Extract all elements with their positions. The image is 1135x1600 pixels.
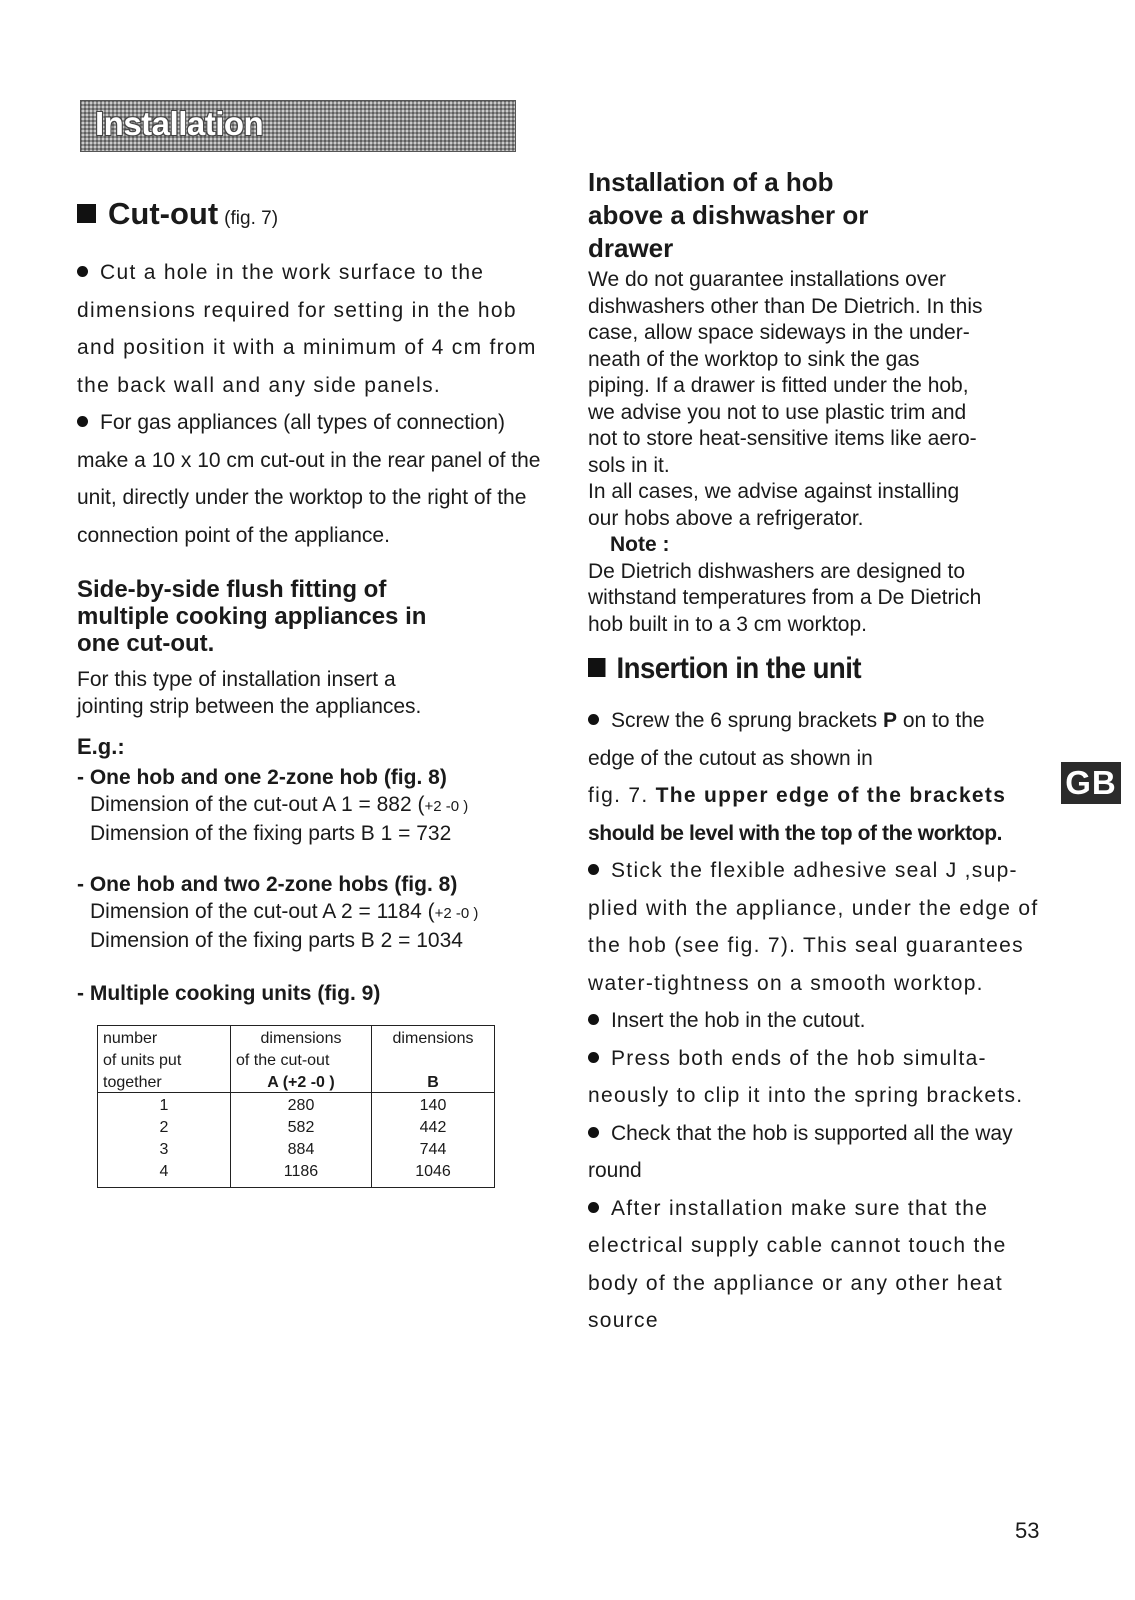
table-row: 3 884 744	[98, 1137, 495, 1159]
section-banner	[80, 100, 516, 152]
bullet-icon	[588, 714, 599, 725]
insertion-bullet-6: After installation make sure that the electrical supply cable cannot touch the body of the appliance or any other heat source	[588, 1196, 1007, 1332]
bullet-icon	[588, 1014, 599, 1025]
left-column	[77, 196, 547, 1188]
insertion-bullet-4: Press both ends of the hob simulta- neously to clip it into the spring brackets.	[588, 1046, 1024, 1107]
cutout-heading: Cut-out (fig. 7)	[77, 196, 547, 232]
example-2-title: - One hob and two 2-zone hobs (fig. 8)	[77, 873, 458, 896]
bullet-icon	[588, 1127, 599, 1138]
example-2-dim-b: Dimension of the fixing parts B 2 = 1034	[90, 929, 463, 952]
table-row: 2 582 442	[98, 1115, 495, 1137]
right-column	[588, 166, 1068, 1340]
units-table: number dimensions dimensions of units put of the cut-out together A (+2 -0 ) B 1 280 140 2 582 442 3 884 744 4 1186 1046	[97, 1025, 495, 1188]
bullet-icon	[588, 1052, 599, 1063]
cutout-bullet-1: Cut a hole in the work surface to the dimensions required for setting in the hob and position it with a minimum of 4 cm from the back wall and any side panels.	[77, 261, 537, 397]
insertion-bullet-3: Insert the hob in the cutout.	[588, 1002, 1058, 1040]
language-tab-gb: GB	[1061, 762, 1121, 804]
example-3-title: - Multiple cooking units (fig. 9)	[77, 982, 381, 1005]
dishwasher-text: We do not guarantee installations over dishwashers other than De Dietrich. In this case, allow space sideways in the under- neath of the worktop to sink the gas piping. If a drawer is fitted under the hob, we advise you not to use plastic trim and not to store heat-sensitive items like aero- sols in it. In all cases, we advise against installing our hobs above a refrigerator. Note : De Dietrich dishwashers are designed to withstand temperatures from a De Dietrich hob built in to a 3 cm worktop.	[588, 267, 1068, 638]
flush-fitting-text: For this type of installation insert a jointing strip between the appliances.	[77, 668, 422, 718]
eg-label: E.g.:	[77, 734, 125, 759]
example-1-dim-a: Dimension of the cut-out A 1 = 882 (+2 -0 )	[90, 793, 469, 816]
flush-fitting-heading: Side-by-side flush fitting of multiple cooking appliances in one cut-out.	[77, 576, 427, 657]
cutout-bullet-2: For gas appliances (all types of connection) make a 10 x 10 cm cut-out in the rear panel of the unit, directly under the worktop to the right of the connection point of the appliance.	[77, 411, 541, 547]
note-heading: Note :	[610, 533, 670, 556]
insertion-heading: Insertion in the unit	[588, 652, 1030, 686]
example-2-dim-a: Dimension of the cut-out A 2 = 1184 (+2 -0 )	[90, 900, 479, 923]
bullet-icon	[77, 416, 88, 427]
example-1-title: - One hob and one 2-zone hob (fig. 8)	[77, 766, 447, 789]
example-1	[77, 764, 547, 847]
insertion-bullet-1: Screw the 6 sprung brackets P on to the edge of the cutout as shown in fig. 7. The upper edge of the brackets should be level with the top of the worktop.	[588, 709, 1007, 845]
square-bullet-icon	[77, 204, 96, 223]
insertion-text	[588, 702, 1058, 1340]
dishwasher-heading: Installation of a hob above a dishwasher or drawer	[588, 167, 869, 263]
table-row: 1 280 140	[98, 1093, 495, 1116]
table-row: 4 1186 1046	[98, 1159, 495, 1188]
bullet-icon	[77, 266, 88, 277]
insertion-bullet-5: Check that the hob is supported all the way round	[588, 1121, 1013, 1182]
insertion-bullet-2: Stick the flexible adhesive seal J ,sup- plied with the appliance, under the edge of the hob (see fig. 7). This seal guarantees water-tightness on a smooth worktop.	[588, 859, 1039, 995]
banner-title: Installation	[95, 105, 264, 142]
example-2	[77, 871, 547, 954]
bullet-icon	[588, 1202, 599, 1213]
bullet-icon	[588, 864, 599, 875]
example-1-dim-b: Dimension of the fixing parts B 1 = 732	[90, 822, 452, 845]
square-bullet-icon	[588, 658, 605, 677]
page-number: 53	[1015, 1518, 1040, 1543]
